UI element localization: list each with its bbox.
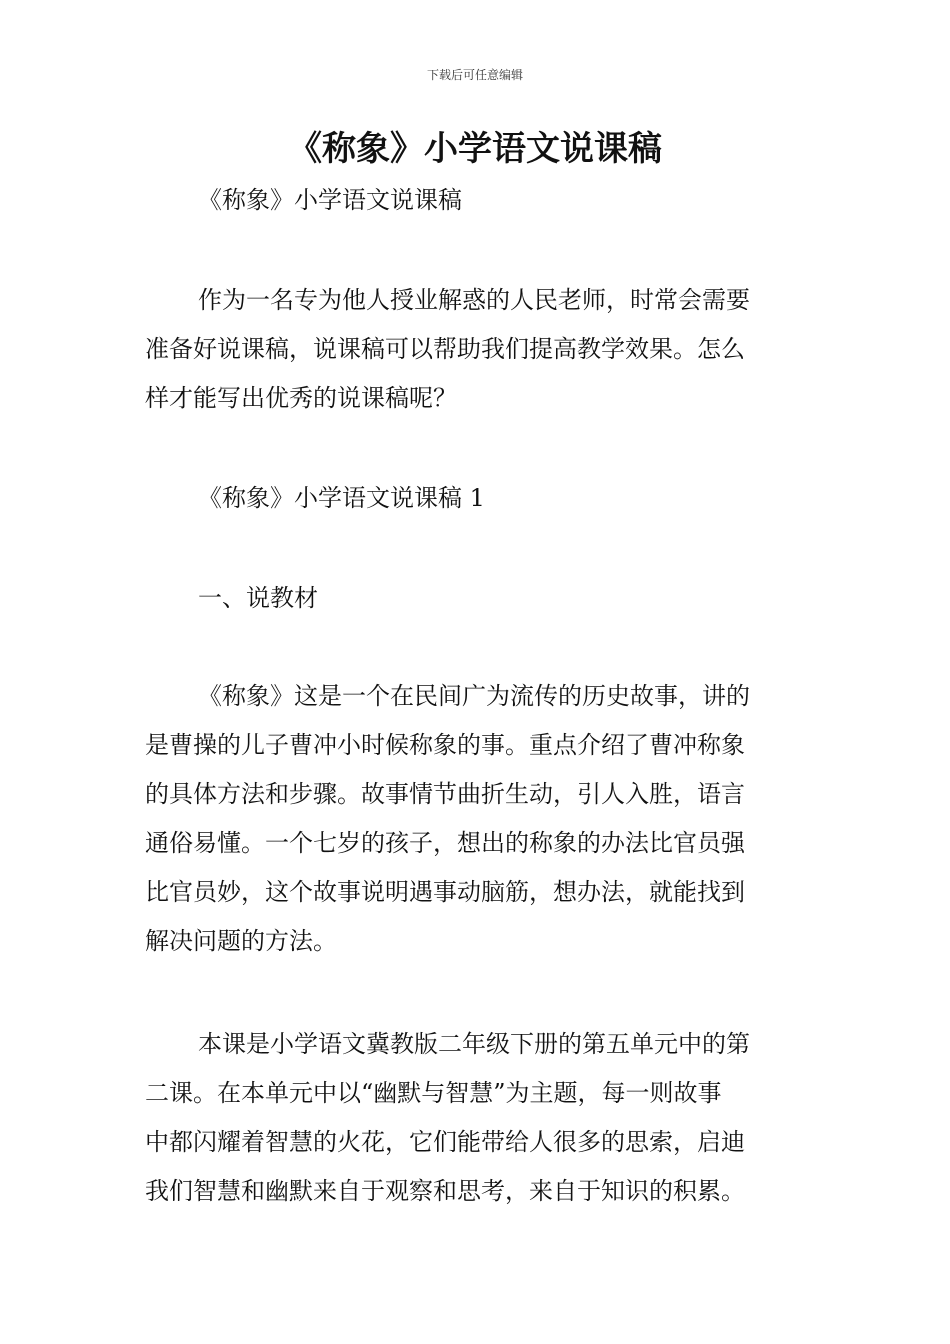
document-subtitle: 《称象》小学语文说课稿 [198, 186, 462, 214]
paragraph-line: 是曹操的儿子曹冲小时候称象的事。重点介绍了曹冲称象 [145, 731, 745, 759]
section-title: 《称象》小学语文说课稿 1 [198, 484, 485, 512]
paragraph-line: 本课是小学语文冀教版二年级下册的第五单元中的第 [198, 1030, 750, 1058]
document-title: 《称象》小学语文说课稿 [288, 129, 662, 169]
paragraph-line: 中都闪耀着智慧的火花，它们能带给人很多的思索，启迪 [145, 1128, 745, 1156]
paragraph-line: 比官员妙，这个故事说明遇事动脑筋，想办法，就能找到 [145, 878, 745, 906]
paragraph-line: 解决问题的方法。 [145, 927, 337, 955]
intro-line: 样才能写出优秀的说课稿呢？ [145, 384, 457, 412]
header-note: 下载后可任意编辑 [426, 68, 523, 82]
paragraph-line: 通俗易懂。一个七岁的孩子，想出的称象的办法比官员强 [145, 829, 745, 857]
paragraph-line: 《称象》这是一个在民间广为流传的历史故事，讲的 [198, 682, 750, 710]
section-heading: 一、说教材 [198, 584, 318, 612]
paragraph-line: 二课。在本单元中以“幽默与智慧”为主题，每一则故事 [145, 1079, 722, 1107]
paragraph-line: 我们智慧和幽默来自于观察和思考，来自于知识的积累。 [145, 1177, 745, 1205]
intro-line: 作为一名专为他人授业解惑的人民老师，时常会需要 [198, 286, 750, 314]
paragraph-line: 的具体方法和步骤。故事情节曲折生动，引人入胜，语言 [145, 780, 745, 808]
textbook-paragraph [145, 672, 807, 966]
intro-line: 准备好说课稿，说课稿可以帮助我们提高教学效果。怎么 [145, 335, 745, 363]
unit-paragraph [145, 1020, 807, 1216]
intro-paragraph [145, 276, 807, 423]
